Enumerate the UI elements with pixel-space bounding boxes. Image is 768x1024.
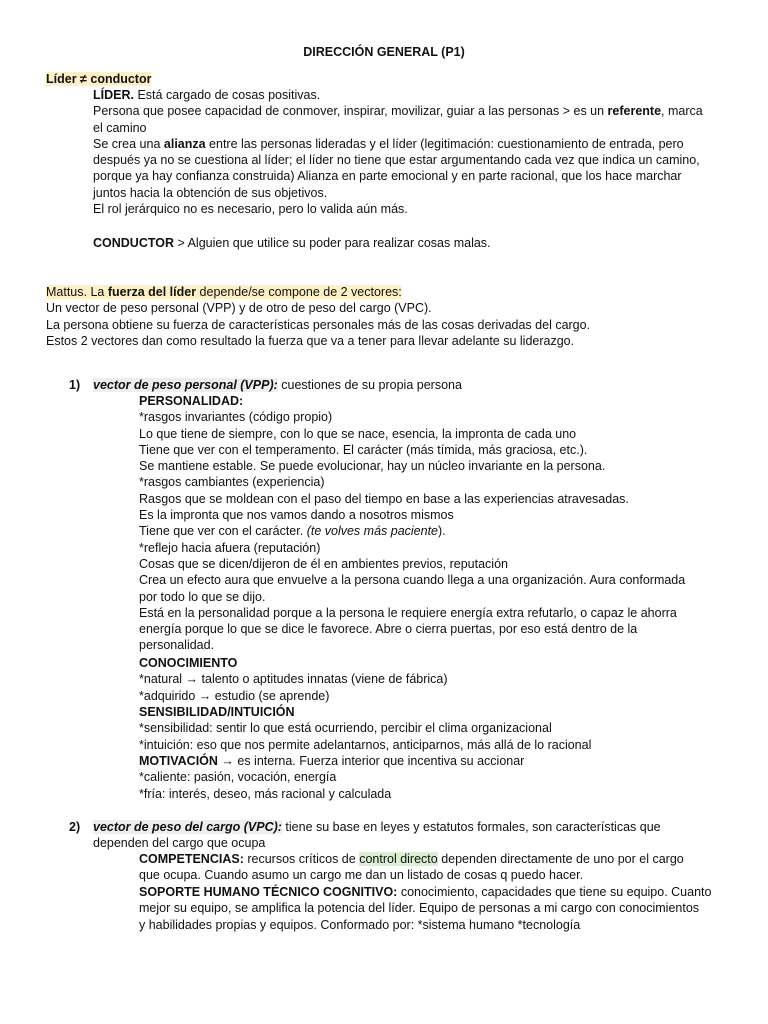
conocimiento-label: CONOCIMIENTO: [139, 656, 238, 670]
motivacion-line: *caliente: pasión, vocación, energía: [139, 770, 337, 785]
motivacion-block: [139, 753, 734, 802]
vpc-heading: [93, 819, 733, 852]
vpp-heading: [93, 377, 733, 393]
personalidad-line: *rasgos invariantes (código propio): [139, 410, 333, 425]
personalidad-line: energía porque lo que se dice le favorece. Abre o cierra puertas, por eso está dentro de la: [139, 622, 638, 637]
sensibilidad-line: *intuición: eso que nos permite adelantarnos, anticiparnos, más allá de lo racional: [139, 737, 592, 752]
caracter-b: (te volves más paciente: [306, 524, 438, 539]
personalidad-block: [139, 393, 734, 654]
personalidad-line: Cosas que se dicen/dijeron de él en ambientes previos, reputación: [139, 556, 508, 571]
sensibilidad-label: SENSIBILIDAD/INTUICIÓN: [139, 705, 295, 719]
list-number-1: 1): [69, 378, 81, 392]
mattus-line-1: Un vector de peso personal (VPP) y de otro de peso del cargo (VPC).: [46, 301, 432, 316]
lider-referente: referente: [607, 104, 662, 119]
lider-line-4c: entre las personas lideradas y el líder (legitimación: cuestionamiento de entrada, pero: [205, 136, 684, 151]
personalidad-line: *reflejo hacia afuera (reputación): [139, 540, 321, 555]
section-heading-lider-conductor: [46, 71, 736, 87]
sensibilidad-line: *sensibilidad: sentir lo que está ocurriendo, percibir el clima organizacional: [139, 721, 552, 736]
conocimiento-line: *natural → talento o aptitudes innatas (viene de fábrica): [139, 672, 448, 687]
competencias-a: recursos críticos de: [243, 852, 360, 866]
competencias-highlight: control directo: [359, 852, 438, 866]
lider-label: LÍDER.: [93, 88, 134, 102]
mattus-heading-c: depende/se compone de 2 vectores:: [196, 285, 402, 299]
vpc-rest: tiene su base en leyes y estatutos formales, son características que: [281, 820, 661, 834]
soporte-line-2: mejor su equipo, se amplifica la potencia del líder. Equipo de personas a mi cargo con conocimientos: [139, 901, 700, 916]
motivacion-line: *fría: interés, deseo, más racional y calculada: [139, 786, 392, 801]
caracter-a: Tiene que ver con el carácter.: [139, 524, 307, 539]
personalidad-line: Crea un efecto aura que envuelve a la persona cuando llega a una organización. Aura conformada: [139, 573, 686, 588]
mattus-line-2: La persona obtiene su fuerza de características personales más de las cosas derivadas del cargo.: [46, 317, 591, 332]
vpc-title: vector de peso del cargo (VPC):: [93, 820, 282, 834]
lider-line-2c: , marca: [661, 104, 703, 119]
list-number-2: 2): [69, 820, 81, 834]
document-title: DIRECCIÓN GENERAL (P1): [303, 45, 465, 59]
conocimiento-line: *adquirido → estudio (se aprende): [139, 688, 330, 703]
conductor-text: > Alguien que utilice su poder para realizar cosas malas.: [174, 236, 491, 250]
competencias-label: COMPETENCIAS:: [139, 852, 244, 866]
competencias-b: dependen directamente de uno por el cargo: [437, 852, 684, 866]
soporte-block: [139, 884, 734, 933]
competencias-block: [139, 851, 734, 884]
vpp-title: vector de peso personal (VPP):: [93, 378, 278, 392]
mattus-section: [46, 284, 736, 349]
caracter-c: ).: [438, 524, 446, 539]
motivacion-label: MOTIVACIÓN: [139, 754, 218, 768]
vpc-line-2: dependen del cargo que ocupa: [93, 836, 266, 851]
lider-line-5: después ya no se cuestiona al líder; el líder no tiene que estar argumentando cada vez que indica un camino,: [93, 153, 700, 168]
personalidad-line: Se mantiene estable. Se puede evolucionar, hay un núcleo invariante en la persona.: [139, 459, 606, 474]
soporte-label: SOPORTE HUMANO TÉCNICO COGNITIVO:: [139, 885, 398, 899]
mattus-heading-a: Mattus. La: [46, 285, 108, 299]
lider-line-2a: Persona que posee capacidad de conmover, inspirar, movilizar, guiar a las personas > es un: [93, 104, 608, 119]
vpp-rest: cuestiones de su propia persona: [277, 378, 462, 392]
lider-definition: [93, 87, 733, 217]
lider-first-line: Está cargado de cosas positivas.: [133, 88, 321, 102]
personalidad-line: Es la impronta que nos vamos dando a nosotros mismos: [139, 508, 454, 523]
soporte-line-3: y habilidades propias y equipos. Conformado por: *sistema humano *tecnología: [139, 917, 581, 932]
lider-line-7: juntos hacia la obtención de sus objetivos.: [93, 185, 328, 200]
personalidad-line: por todo lo que se dijo.: [139, 589, 266, 604]
personalidad-line: Está en la personalidad porque a la persona le requiere energía extra refutarlo, o capaz le ahorra: [139, 605, 677, 620]
lider-line-4a: Se crea una: [93, 136, 164, 151]
personalidad-line: personalidad.: [139, 638, 215, 653]
personalidad-line: Rasgos que se moldean con el paso del tiempo en base a las experiencias atravesadas.: [139, 491, 629, 506]
personalidad-line: Tiene que ver con el temperamento. El carácter (más tímida, más graciosa, etc.).: [139, 442, 588, 457]
soporte-a: conocimiento, capacidades que tiene su equipo. Cuanto: [397, 885, 712, 899]
personalidad-line: Lo que tiene de siempre, con lo que se nace, esencia, la impronta de cada uno: [139, 426, 577, 441]
motivacion-rest: → es interna. Fuerza interior que incentiva su accionar: [217, 754, 525, 768]
personalidad-label: PERSONALIDAD:: [139, 394, 244, 408]
conductor-label: CONDUCTOR: [93, 236, 175, 250]
personalidad-line: *rasgos cambiantes (experiencia): [139, 475, 325, 490]
conductor-definition: [93, 235, 733, 251]
sensibilidad-block: [139, 704, 734, 753]
lider-line-8: El rol jerárquico no es necesario, pero lo valida aún más.: [93, 202, 408, 217]
lider-alianza: alianza: [163, 136, 206, 151]
mattus-line-3: Estos 2 vectores dan como resultado la fuerza que va a tener para llevar adelante su liderazgo.: [46, 333, 575, 348]
mattus-heading-b: fuerza del líder: [107, 285, 197, 299]
conocimiento-block: [139, 655, 734, 704]
heading-text: Líder ≠ conductor: [46, 72, 152, 86]
lider-line-3: el camino: [93, 120, 147, 135]
lider-line-6: porque ya hay confianza construida) Alianza en parte emocional y en parte racional, que los hace marchar: [93, 169, 682, 184]
competencias-line-2: que ocupa. Cuando asumo un cargo me dan un listado de cosas q puedo hacer.: [139, 868, 584, 883]
